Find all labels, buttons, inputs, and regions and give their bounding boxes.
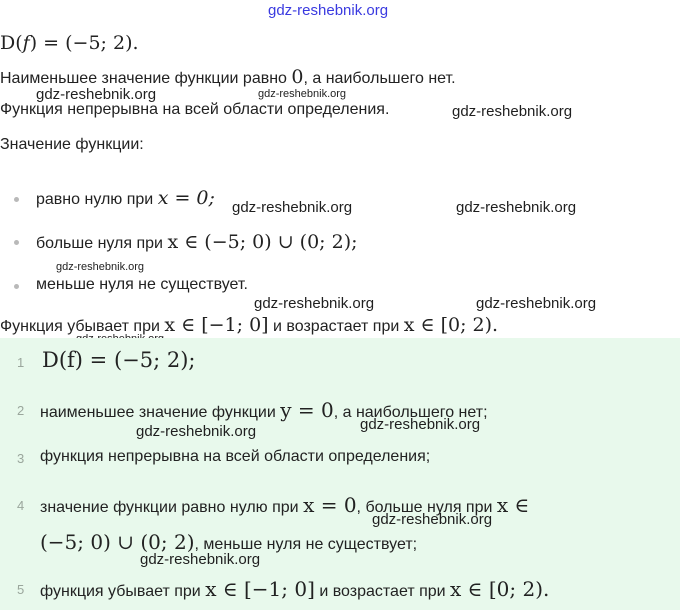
min-tail: , а наибольшего нет.	[303, 70, 456, 87]
min-value: 0	[291, 66, 304, 88]
watermark: gdz-reshebnik.org	[136, 423, 257, 440]
domain-f: f	[22, 32, 30, 54]
monotonic-m1: x ∈ [−1; 0]	[164, 314, 269, 336]
watermark: gdz-reshebnik.org	[36, 86, 157, 103]
answer-number: 4	[17, 498, 25, 513]
answer-1: D(f) = (−5; 2);	[42, 348, 196, 372]
watermark: gdz-reshebnik.org	[456, 199, 577, 216]
answer-number: 2	[17, 403, 25, 418]
values-header: Значение функции:	[0, 136, 144, 153]
bullet-math: x ∈ (−5; 0) ∪ (0; 2);	[167, 231, 358, 253]
bullet-dot	[14, 197, 19, 202]
min-text: Наименьшее значение функции равно	[0, 70, 292, 87]
answer-number: 1	[17, 355, 25, 370]
bullet-text: меньше нуля не существует.	[36, 276, 248, 293]
monotonic-b: и возрастает при	[268, 318, 404, 335]
bullet-text: равно нулю при	[36, 191, 158, 208]
watermark-top: gdz-reshebnik.org	[268, 2, 389, 19]
bullet-dot	[14, 284, 19, 289]
watermark: gdz-reshebnik.org	[476, 295, 597, 312]
min-value-line	[0, 66, 456, 88]
watermark: gdz-reshebnik.org	[360, 416, 481, 433]
answer-2: наименьшее значение функции y = 0, а наибольшего нет;	[40, 398, 488, 422]
bullet-math: x = 0;	[157, 187, 215, 209]
domain-line	[0, 32, 139, 54]
monotonic-m2: x ∈ [0; 2).	[403, 314, 499, 336]
bullet-text: больше нуля при	[36, 235, 168, 252]
monotonic-a: Функция убывает при	[0, 318, 165, 335]
domain-post: ) = (−5; 2).	[29, 32, 139, 54]
watermark: gdz-reshebnik.org	[56, 261, 145, 273]
answer-number: 5	[17, 582, 25, 597]
continuity-line: Функция непрерывна на всей области определения.	[0, 101, 390, 118]
monotonic-line	[0, 314, 498, 336]
watermark: gdz-reshebnik.org	[258, 88, 347, 100]
watermark: gdz-reshebnik.org	[254, 295, 375, 312]
watermark: gdz-reshebnik.org	[232, 199, 353, 216]
watermark: gdz-reshebnik.org	[372, 511, 493, 528]
watermark: gdz-reshebnik.org	[452, 103, 573, 120]
answer-4: значение функции равно нулю при x = 0, больше нуля при x ∈	[40, 493, 530, 517]
answer-block	[0, 338, 680, 610]
domain-pre: D(	[0, 32, 23, 54]
bullet-dot	[14, 240, 19, 245]
bullet-item	[36, 231, 358, 253]
answer-4-cont: (−5; 0) ∪ (0; 2), меньше нуля не существует;	[40, 530, 418, 554]
bullet-item	[36, 187, 215, 209]
answer-3: функция непрерывна на всей области определения;	[40, 448, 431, 465]
answer-5: функция убывает при x ∈ [−1; 0] и возрастает при x ∈ [0; 2).	[40, 577, 550, 601]
answer-number: 3	[17, 451, 25, 466]
bullet-item	[36, 276, 248, 294]
watermark: gdz-reshebnik.org	[140, 551, 261, 568]
